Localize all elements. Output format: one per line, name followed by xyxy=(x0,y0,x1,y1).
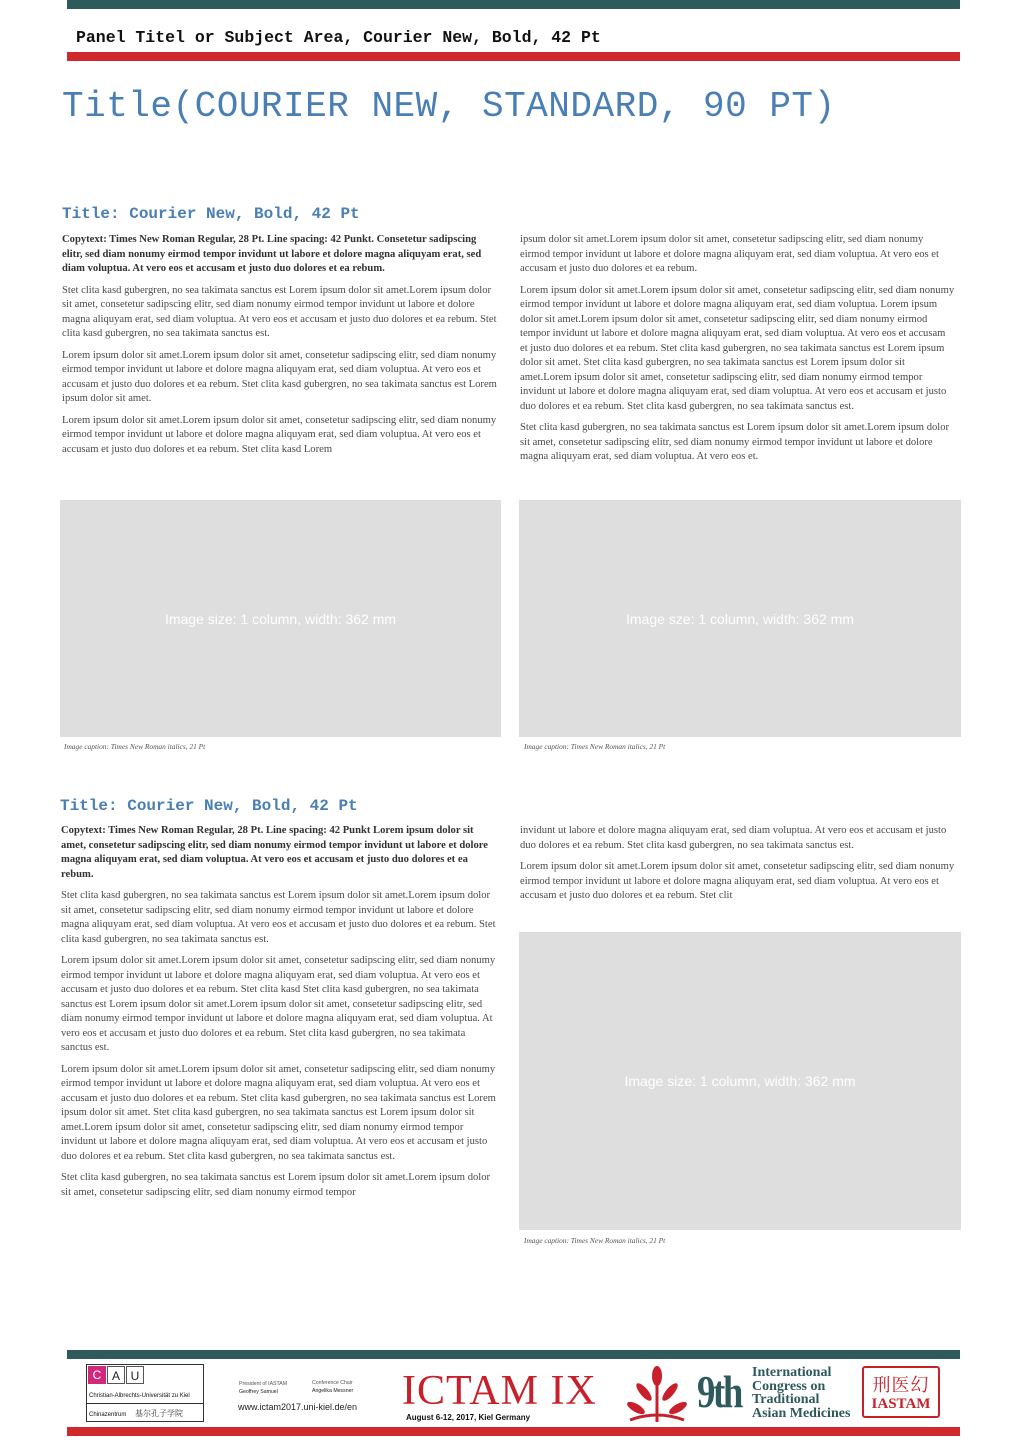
image-caption: Image caption: Times New Roman italics, 21 Pt xyxy=(64,742,206,751)
main-title: Title(COURIER NEW, STANDARD, 90 PT) xyxy=(62,86,836,127)
president-name: Geoffrey Samuel xyxy=(239,1389,278,1395)
ninth-numeral: 9th xyxy=(697,1366,741,1417)
section1-right-column xyxy=(520,233,955,489)
chair-label: Conference Chair xyxy=(312,1380,353,1386)
section1-lead: Copytext: Times New Roman Regular, 28 Pt. Line spacing: 42 Punkt. Consetetur sadipscing elitr, sed diam nonumy eirmod tempor invidunt ut labore et dolore magna aliquyam erat, sed diam voluptua. At vero eos et accusam et justo duo dolores et ea rebum. xyxy=(62,234,482,274)
section2-left-column xyxy=(61,824,497,1236)
section1-left-column xyxy=(62,233,497,489)
iastam-logo xyxy=(862,1366,940,1418)
footer-teal-bar xyxy=(67,1350,960,1359)
cau-name: Christian-Albrechts-Universität zu Kiel xyxy=(89,1393,190,1399)
congress-line: Traditional xyxy=(752,1392,820,1407)
cau-chinazentrum: Chinazentrum xyxy=(89,1412,127,1418)
section1-left-paragraph: Stet clita kasd gubergren, no sea takimata sanctus est Lorem ipsum dolor sit amet.Lorem ipsum dolor sit amet, consetetur sadipscing elitr, sed diam nonumy eirmod tempor invidunt ut labore et dolore magna aliquyam erat, sed diam voluptua. At vero eos et accusam et justo duo dolores et ea rebum. Stet clita kasd gubergren, no sea takimata sanctus est. xyxy=(62,284,497,339)
leaf-emblem-icon xyxy=(624,1366,690,1424)
image-placeholder-right xyxy=(519,500,961,737)
iastam-glyphs: 刑医幻 xyxy=(872,1375,930,1396)
section1-right-paragraph: Stet clita kasd gubergren, no sea takimata sanctus est Lorem ipsum dolor sit amet.Lorem ipsum dolor sit amet, consetetur sadipscing elitr, sed diam nonumy eirmod tempor invidunt ut labore et dolore magna aliquyam erat, sed diam voluptua. At vero eos et. xyxy=(520,422,950,462)
section2-left-paragraph: Stet clita kasd gubergren, no sea takimata sanctus est Lorem ipsum dolor sit amet.Lorem ipsum dolor sit amet, consetetur sadipscing elitr, sed diam nonumy eirmod tempor xyxy=(61,1172,491,1198)
congress-line: Congress on xyxy=(752,1378,826,1394)
footer-red-bar xyxy=(67,1427,960,1436)
image-caption: Image caption: Times New Roman italics, 21 Pt xyxy=(524,1236,666,1245)
section1-right-paragraph: ipsum dolor sit amet.Lorem ipsum dolor sit amet, consetetur sadipscing elitr, sed diam nonumy eirmod tempor invidunt ut labore et dolore magna aliquyam erat, sed diam voluptua. At vero eos et accusam et justo duo dolores et ea rebum. xyxy=(520,234,939,274)
section2-title: Title: Courier New, Bold, 42 Pt xyxy=(60,797,358,815)
ictam-logo-text: ICTAM IX xyxy=(402,1368,597,1414)
cau-letter-blocks xyxy=(88,1366,145,1384)
cau-letter: C xyxy=(88,1366,106,1384)
image-placeholder-label: Image size: 1 column, width: 362 mm xyxy=(624,1073,856,1089)
cau-divider xyxy=(87,1403,203,1404)
iastam-text: IASTAM xyxy=(871,1396,931,1412)
section2-right-paragraph: Lorem ipsum dolor sit amet.Lorem ipsum dolor sit amet, consetetur sadipscing elitr, sed diam nonumy eirmod tempor invidunt ut labore et dolore magna aliquyam erat, sed diam voluptua. At vero eos et accusam et justo duo dolores et ea rebum. Stet clit xyxy=(520,861,955,901)
congress-line: International xyxy=(752,1365,832,1380)
president-label: President of IASTAM xyxy=(239,1381,288,1387)
section1-right-paragraph: Lorem ipsum dolor sit amet.Lorem ipsum dolor sit amet, consetetur sadipscing elitr, sed diam nonumy eirmod tempor invidunt ut labore et dolore magna aliquyam erat, sed diam voluptua. Lorem ipsum dolor sit amet.Lorem ipsum dolor sit amet, consetetur sadipscing elitr, sed diam nonumy eirmod tempor invidunt ut labore et dolore magna aliquyam erat, sed diam voluptua. At vero eos et accusam et justo duo dolores et ea rebum. Stet clita kasd gubergren, no sea takimata sanctus est Lorem ipsum dolor sit amet. Stet clita kasd gubergren, no sea takimata sanctus est Lorem ipsum dolor sit amet.Lorem ipsum dolor sit amet, consetetur sadipscing elitr, sed diam nonumy eirmod tempor invidunt ut labore et dolore magna aliquyam erat, sed diam voluptua. At vero eos et accusam et justo duo dolores et ea rebum. Stet clita kasd gubergren, no sea takimata sanctus est. xyxy=(520,284,955,412)
congress-line: Asian Medicines xyxy=(752,1405,851,1421)
section2-left-paragraph: Lorem ipsum dolor sit amet.Lorem ipsum dolor sit amet, consetetur sadipscing elitr, sed diam nonumy eirmod tempor invidunt ut labore et dolore magna aliquyam erat, sed diam voluptua. At vero eos et accusam et justo duo dolores et ea rebum. Stet clita kasd Stet clita kasd gubergren, no sea takimata sanctus est Lorem ipsum dolor sit amet.Lorem ipsum dolor sit amet, consetetur sadipscing elitr, sed diam nonumy eirmod tempor invidunt ut labore et dolore magna aliquyam erat, sed diam voluptua. At vero eos et accusam et justo duo dolores et ea rebum. Stet clita kasd gubergren, no sea takimata sanctus est. xyxy=(61,955,496,1053)
cau-letter: U xyxy=(126,1366,144,1384)
image-placeholder-label: Image sze: 1 column, width: 362 mm xyxy=(626,610,854,627)
section2-lead: Copytext: Times New Roman Regular, 28 Pt. Line spacing: 42 Punkt Lorem ipsum dolor sit amet, consetetur sadipscing elitr, sed diam nonumy eirmod tempor invidunt ut labore et dolore magna aliquyam erat, sed diam voluptua. At vero eos et accusam et justo duo dolores et ea rebum. xyxy=(61,825,488,880)
section1-left-paragraph: Lorem ipsum dolor sit amet.Lorem ipsum dolor sit amet, consetetur sadipscing elitr, sed diam nonumy eirmod tempor invidunt ut labore et dolore magna aliquyam erat, sed diam voluptua. At vero eos et accusam et justo duo dolores et ea rebum. Stet clita kasd Lorem xyxy=(62,414,497,455)
section2-left-paragraph: Stet clita kasd gubergren, no sea takimata sanctus est Lorem ipsum dolor sit amet.Lorem ipsum dolor sit amet, consetetur sadipscing elitr, sed diam nonumy eirmod tempor invidunt ut labore et dolore magna aliquyam erat, sed diam voluptua. At vero eos et accusam et justo duo dolores et ea rebum. Stet clita kasd gubergren, no sea takimata sanctus est. xyxy=(61,890,496,945)
section2-right-column xyxy=(520,824,955,924)
conference-date: August 6-12, 2017, Kiel Germany xyxy=(406,1413,531,1422)
image-placeholder-label: Image size: 1 column, width: 362 mm xyxy=(164,610,397,627)
top-red-bar xyxy=(67,52,960,61)
image-caption: Image caption: Times New Roman italics, 21 Pt xyxy=(524,742,666,751)
chair-name: Angelika Messner xyxy=(312,1388,354,1394)
section1-title: Title: Courier New, Bold, 42 Pt xyxy=(62,205,360,223)
section2-right-paragraph: invidunt ut labore et dolore magna aliquyam erat, sed diam voluptua. At vero eos et accusam et justo duo dolores et ea rebum. Stet clita kasd gubergren, no sea takimata sanctus est. xyxy=(520,825,947,851)
top-teal-bar xyxy=(67,0,960,9)
cau-letter: A xyxy=(107,1366,125,1384)
panel-title: Panel Titel or Subject Area, Courier New, Bold, 42 Pt xyxy=(76,28,601,47)
image-placeholder-section2 xyxy=(519,932,961,1230)
cau-logo xyxy=(86,1364,204,1422)
conference-url[interactable]: www.ictam2017.uni-kiel.de/en xyxy=(238,1402,358,1412)
congress-name xyxy=(752,1366,850,1420)
section1-left-paragraph: Lorem ipsum dolor sit amet.Lorem ipsum dolor sit amet, consetetur sadipscing elitr, sed diam nonumy eirmod tempor invidunt ut labore et dolore magna aliquyam erat, sed diam voluptua. At vero eos et accusam et justo duo dolores et ea rebum. Stet clita kasd gubergren, no sea takimata sanctus est Lorem ipsum dolor sit amet. xyxy=(62,349,497,404)
image-placeholder-left xyxy=(60,500,501,737)
section2-left-paragraph: Lorem ipsum dolor sit amet.Lorem ipsum dolor sit amet, consetetur sadipscing elitr, sed diam nonumy eirmod tempor invidunt ut labore et dolore magna aliquyam erat, sed diam voluptua. At vero eos et accusam et justo duo dolores et ea rebum. Stet clita kasd gubergren, no sea takimata sanctus est Lorem ipsum dolor sit amet. Stet clita kasd gubergren, no sea takimata sanctus est Lorem ipsum dolor sit amet.Lorem ipsum dolor sit amet, consetetur sadipscing elitr, sed diam nonumy eirmod tempor invidunt ut labore et dolore magna aliquyam erat, sed diam voluptua. At vero eos et accusam et justo duo dolores et ea rebum. Stet clita kasd gubergren, no sea takimata sanctus est. xyxy=(61,1063,496,1162)
cau-chinese-text: 基尔孔子学院 xyxy=(135,1409,183,1418)
